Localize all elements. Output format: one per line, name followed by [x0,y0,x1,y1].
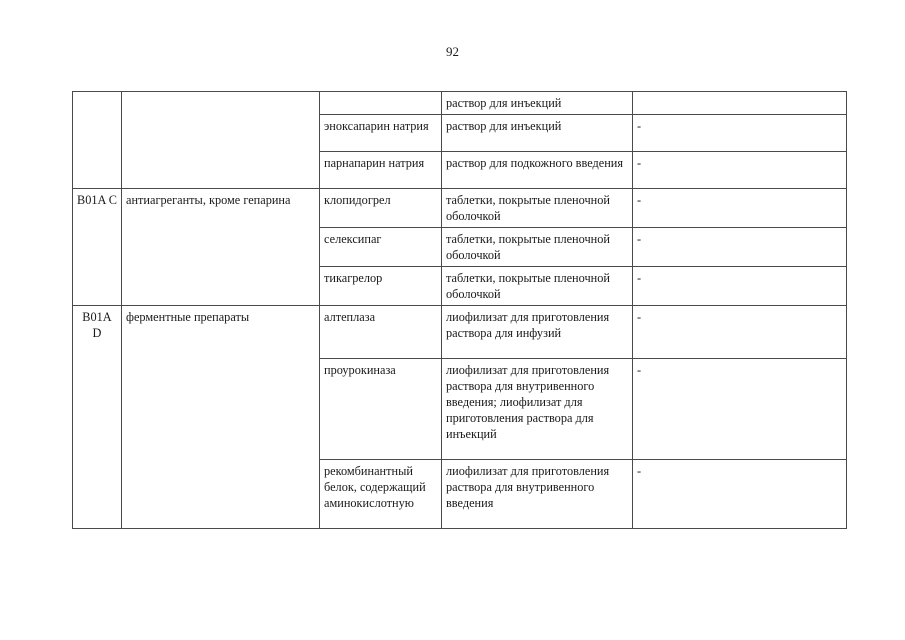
atc-code-cell [73,92,122,189]
form-cell: таблетки, покрытые пленочной оболочкой [442,189,633,228]
note-cell: - [633,267,847,306]
form-cell: лиофилизат для приготовления раствора для внутривенного введения [442,460,633,529]
form-cell: таблетки, покрытые пленочной оболочкой [442,267,633,306]
note-cell [633,92,847,115]
group-cell [122,92,320,189]
drug-cell: проурокиназа [320,359,442,460]
form-cell: лиофилизат для приготовления раствора для инфузий [442,306,633,359]
drug-table [72,91,847,529]
group-cell: антиагреганты, кроме гепарина [122,189,320,306]
drug-cell: парнапарин натрия [320,152,442,189]
note-cell: - [633,115,847,152]
note-cell: - [633,152,847,189]
atc-code-cell: B01A C [73,189,122,306]
form-cell: раствор для подкожного введения [442,152,633,189]
table-row [73,92,847,115]
drug-cell: алтеплаза [320,306,442,359]
drug-cell: селексипаг [320,228,442,267]
note-cell: - [633,189,847,228]
drug-cell: тикагрелор [320,267,442,306]
atc-code-cell: B01A D [73,306,122,529]
note-cell: - [633,359,847,460]
drug-cell: рекомбинантный белок, содержащий аминокислотную [320,460,442,529]
drug-cell [320,92,442,115]
drug-cell: клопидогрел [320,189,442,228]
form-cell: лиофилизат для приготовления раствора для внутривенного введения; лиофилизат для приготовления раствора для инъекций [442,359,633,460]
form-cell: таблетки, покрытые пленочной оболочкой [442,228,633,267]
note-cell: - [633,460,847,529]
form-cell: раствор для инъекций [442,115,633,152]
form-cell: раствор для инъекций [442,92,633,115]
note-cell: - [633,228,847,267]
table-row [73,306,847,359]
note-cell: - [633,306,847,359]
page-number: 92 [446,44,459,59]
drug-cell: эноксапарин натрия [320,115,442,152]
group-cell: ферментные препараты [122,306,320,529]
table-row [73,189,847,228]
